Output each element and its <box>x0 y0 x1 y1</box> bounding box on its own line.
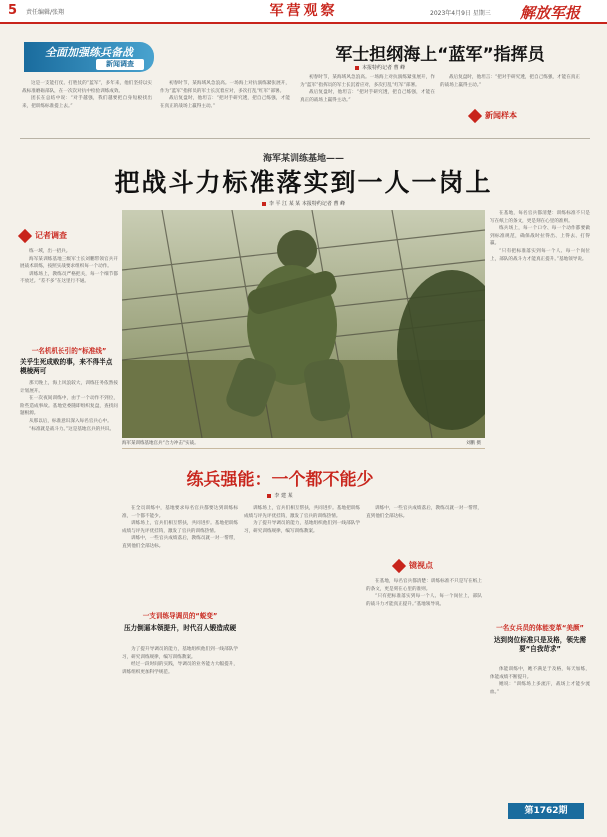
subsection-label: 一名女兵员的体能变革“美颜” <box>496 624 584 632</box>
banner-subtitle: 新闻调查 <box>96 59 144 70</box>
paragraph: 练一域，出一招兵。 <box>29 249 71 254</box>
paragraph: 体能训练中，她不满足于及格，每天加练，体能成绩不断提升。 <box>490 667 590 680</box>
issue-date: 2023年4月9日 星期三 <box>430 10 491 17</box>
paragraph: 在基地，每名官兵都清楚：训练标准不只是写在纸上的条文，更是刻在心里的准则。 <box>366 579 482 592</box>
square-icon <box>355 66 359 70</box>
paragraph: 团长在总结中说：“对手越强，我们越要把自身短板找出来，把训练标准提上去。” <box>22 96 152 109</box>
sub-headline: 练兵强能：一个都不能少 <box>186 470 374 490</box>
main-byline <box>0 200 607 207</box>
subsection-title: 达到岗位标准只是及格，领先需要“自我苛求” <box>493 636 587 653</box>
editor-label: 责任编辑/张翔 <box>26 9 65 16</box>
paragraph: 初春时节，某海域风急浪高。一场海上对抗演练紧张展开，作为“蓝军”指挥员的军士长沉着应对，多次打乱“红军”部署。 <box>160 81 290 94</box>
mid-col3-body <box>366 505 482 555</box>
paragraph: “只有把标准落实到每一个人、每一个岗位上，部队的战斗力才能真正提升。”基地领导说。 <box>366 594 482 607</box>
training-photo-illustration <box>122 210 485 438</box>
paragraph: 为了提升导调员的能力，基地组织他们到一线部队学习，研究训练规律，编写训练教案。 <box>244 521 360 534</box>
paragraph: 训练场上，官兵们相互帮扶，共同进步。基地把训练成绩与评先评优挂钩，激发了官兵的训练热情。 <box>122 521 238 534</box>
diamond-icon <box>18 228 32 242</box>
photo-credit: 刘鹏 摄 <box>466 441 481 446</box>
paragraph: 训练中，一些官兵成绩落后，教练员就一对一帮带，直到他们全部达标。 <box>122 536 238 549</box>
paragraph: 战后复盘时，他坦言：“把对手研究透，把自己练强，才能在真正的战场上赢得主动。” <box>440 75 580 88</box>
paragraph: 训练场上，教练员严格把关，每一个细节都不放过。“差不多”在这里行不通。 <box>20 271 118 285</box>
diamond-icon <box>392 558 406 572</box>
left-col-body-2 <box>20 380 118 820</box>
paragraph: 她说：“训练场上多流汗，战场上才能少流血。” <box>490 682 590 695</box>
paragraph: 为了提升导调员的能力，基地组织他们到一线部队学习，研究训练规律，编写训练教案。 <box>122 647 238 660</box>
intro-text <box>22 80 152 136</box>
subsection-label: 一名机机长引的“标准线” <box>31 347 107 355</box>
page-number: 5 <box>8 3 18 18</box>
paragraph: 从那以后，标准意识深入每名官兵心中。 <box>29 418 112 424</box>
article1-col1 <box>300 74 435 136</box>
reporter-tag <box>20 230 67 241</box>
issue-number-badge: 第1762期 <box>508 803 584 819</box>
tag-text: 镜视点 <box>409 561 433 570</box>
section-title: 军营观察 <box>269 3 338 19</box>
square-icon <box>262 202 266 206</box>
mirror-tag <box>394 560 433 571</box>
intro-text-2 <box>160 80 290 136</box>
subsection-title: 压力倒逼本领提升，时代召人锻造成硬 <box>123 624 237 632</box>
article-byline <box>355 64 405 71</box>
section-divider <box>20 138 590 139</box>
tag-text: 记者调查 <box>35 231 67 240</box>
paragraph: 这是一支能打仗、打胜仗的“蓝军”，多年来，他们坚持以实战标准磨砺部队，在一次次对抗中检验训练成效。 <box>22 81 152 94</box>
news-sample-tag <box>470 110 517 121</box>
paragraph: 那天晚上，海上风浪较大，训练任务依然按计划展开。 <box>20 381 118 394</box>
paragraph: “标准就是战斗力。”这是基地官兵的共识。 <box>29 426 115 432</box>
byline-text: 李 建 某 <box>274 493 293 499</box>
subsection-label: 一支训练导调员的“蜕变” <box>142 612 218 620</box>
mid-col-body <box>122 505 238 605</box>
diamond-icon <box>468 108 482 122</box>
sub-byline <box>150 492 410 499</box>
paragraph: 练兵场上，每一个口令、每一个动作都要做到标准规范，确保战时拉得出、上得去、打得赢。 <box>490 226 590 247</box>
caption-text: 海军某训练基地官兵“合力冲击”实战。 <box>122 441 199 446</box>
mid-col-body-2 <box>122 646 238 826</box>
photo-caption <box>122 440 485 446</box>
article-headline-secondary: 军士担纲海上“蓝军”指挥员 <box>335 45 545 65</box>
byline-text: 本报特约记者 曹 峰 <box>362 65 406 71</box>
subsection-title: 关乎生死成败的事，来不得半点模棱两可 <box>20 358 113 375</box>
right-col-body <box>490 210 590 615</box>
caption-rule <box>122 448 485 449</box>
byline-text: 李 平 江 某 某 本报特约记者 曹 峰 <box>268 201 346 207</box>
banner-title: 全面加强练兵备战 <box>45 46 133 59</box>
paragraph: 经过一段时间的实践，导调员的业务能力大幅提升，训练组织更加科学规范。 <box>122 662 238 675</box>
news-photo <box>122 210 485 438</box>
paragraph: 战后复盘时，他坦言：“把对手研究透，把自己练强，才能在真正的战场上赢得主动。” <box>160 96 290 109</box>
tag-text: 新闻样本 <box>485 111 517 120</box>
article1-col2 <box>440 74 580 108</box>
right-col-body-2 <box>490 666 590 796</box>
paragraph: 在基地，每名官兵都清楚：训练标准不只是写在纸上的条文，更是刻在心里的准则。 <box>490 211 590 224</box>
headline-kicker: 海军某训练基地—— <box>262 154 344 164</box>
newspaper-logo: 解放军报 <box>520 4 581 22</box>
paragraph: 在全员训练中，基地要求每名官兵都要达到训练标准，一个都不能少。 <box>122 506 238 519</box>
paragraph: 训练中，一些官兵成绩落后，教练员就一对一帮带，直到他们全部达标。 <box>366 506 482 519</box>
left-col-body <box>20 248 118 338</box>
paragraph: “只有把标准落实到每一个人、每一个岗位上，部队的战斗力才能真正提升。”基地领导说。 <box>490 248 590 262</box>
column-banner <box>24 42 154 72</box>
paragraph: 训练场上，官兵们相互帮扶，共同进步。基地把训练成绩与评先评优挂钩，激发了官兵的训练热情。 <box>244 506 360 519</box>
paragraph: 初春时节，某海域风急浪高。一场海上对抗演练紧张展开，作为“蓝军”指挥员的军士长沉着应对，多次打乱“红军”部署。 <box>300 75 435 88</box>
mid-col3-body-2 <box>366 578 482 826</box>
square-icon <box>267 494 271 498</box>
mid-col2-body <box>244 505 360 825</box>
paragraph: 海军某训练基地三级军士长刘鹏带领官兵开展战术训练，按照实战要求组织每一个动作。 <box>20 256 118 270</box>
paragraph: 战后复盘时，他坦言：“把对手研究透，把自己练强，才能在真正的战场上赢得主动。” <box>300 90 435 103</box>
paragraph: 在一次夜间训练中，由于一个动作不到位，险些造成事故。基地党委随即组织复盘，查找问题根源。 <box>20 396 118 417</box>
main-headline: 把战斗力标准落实到一人一岗上 <box>114 168 493 197</box>
